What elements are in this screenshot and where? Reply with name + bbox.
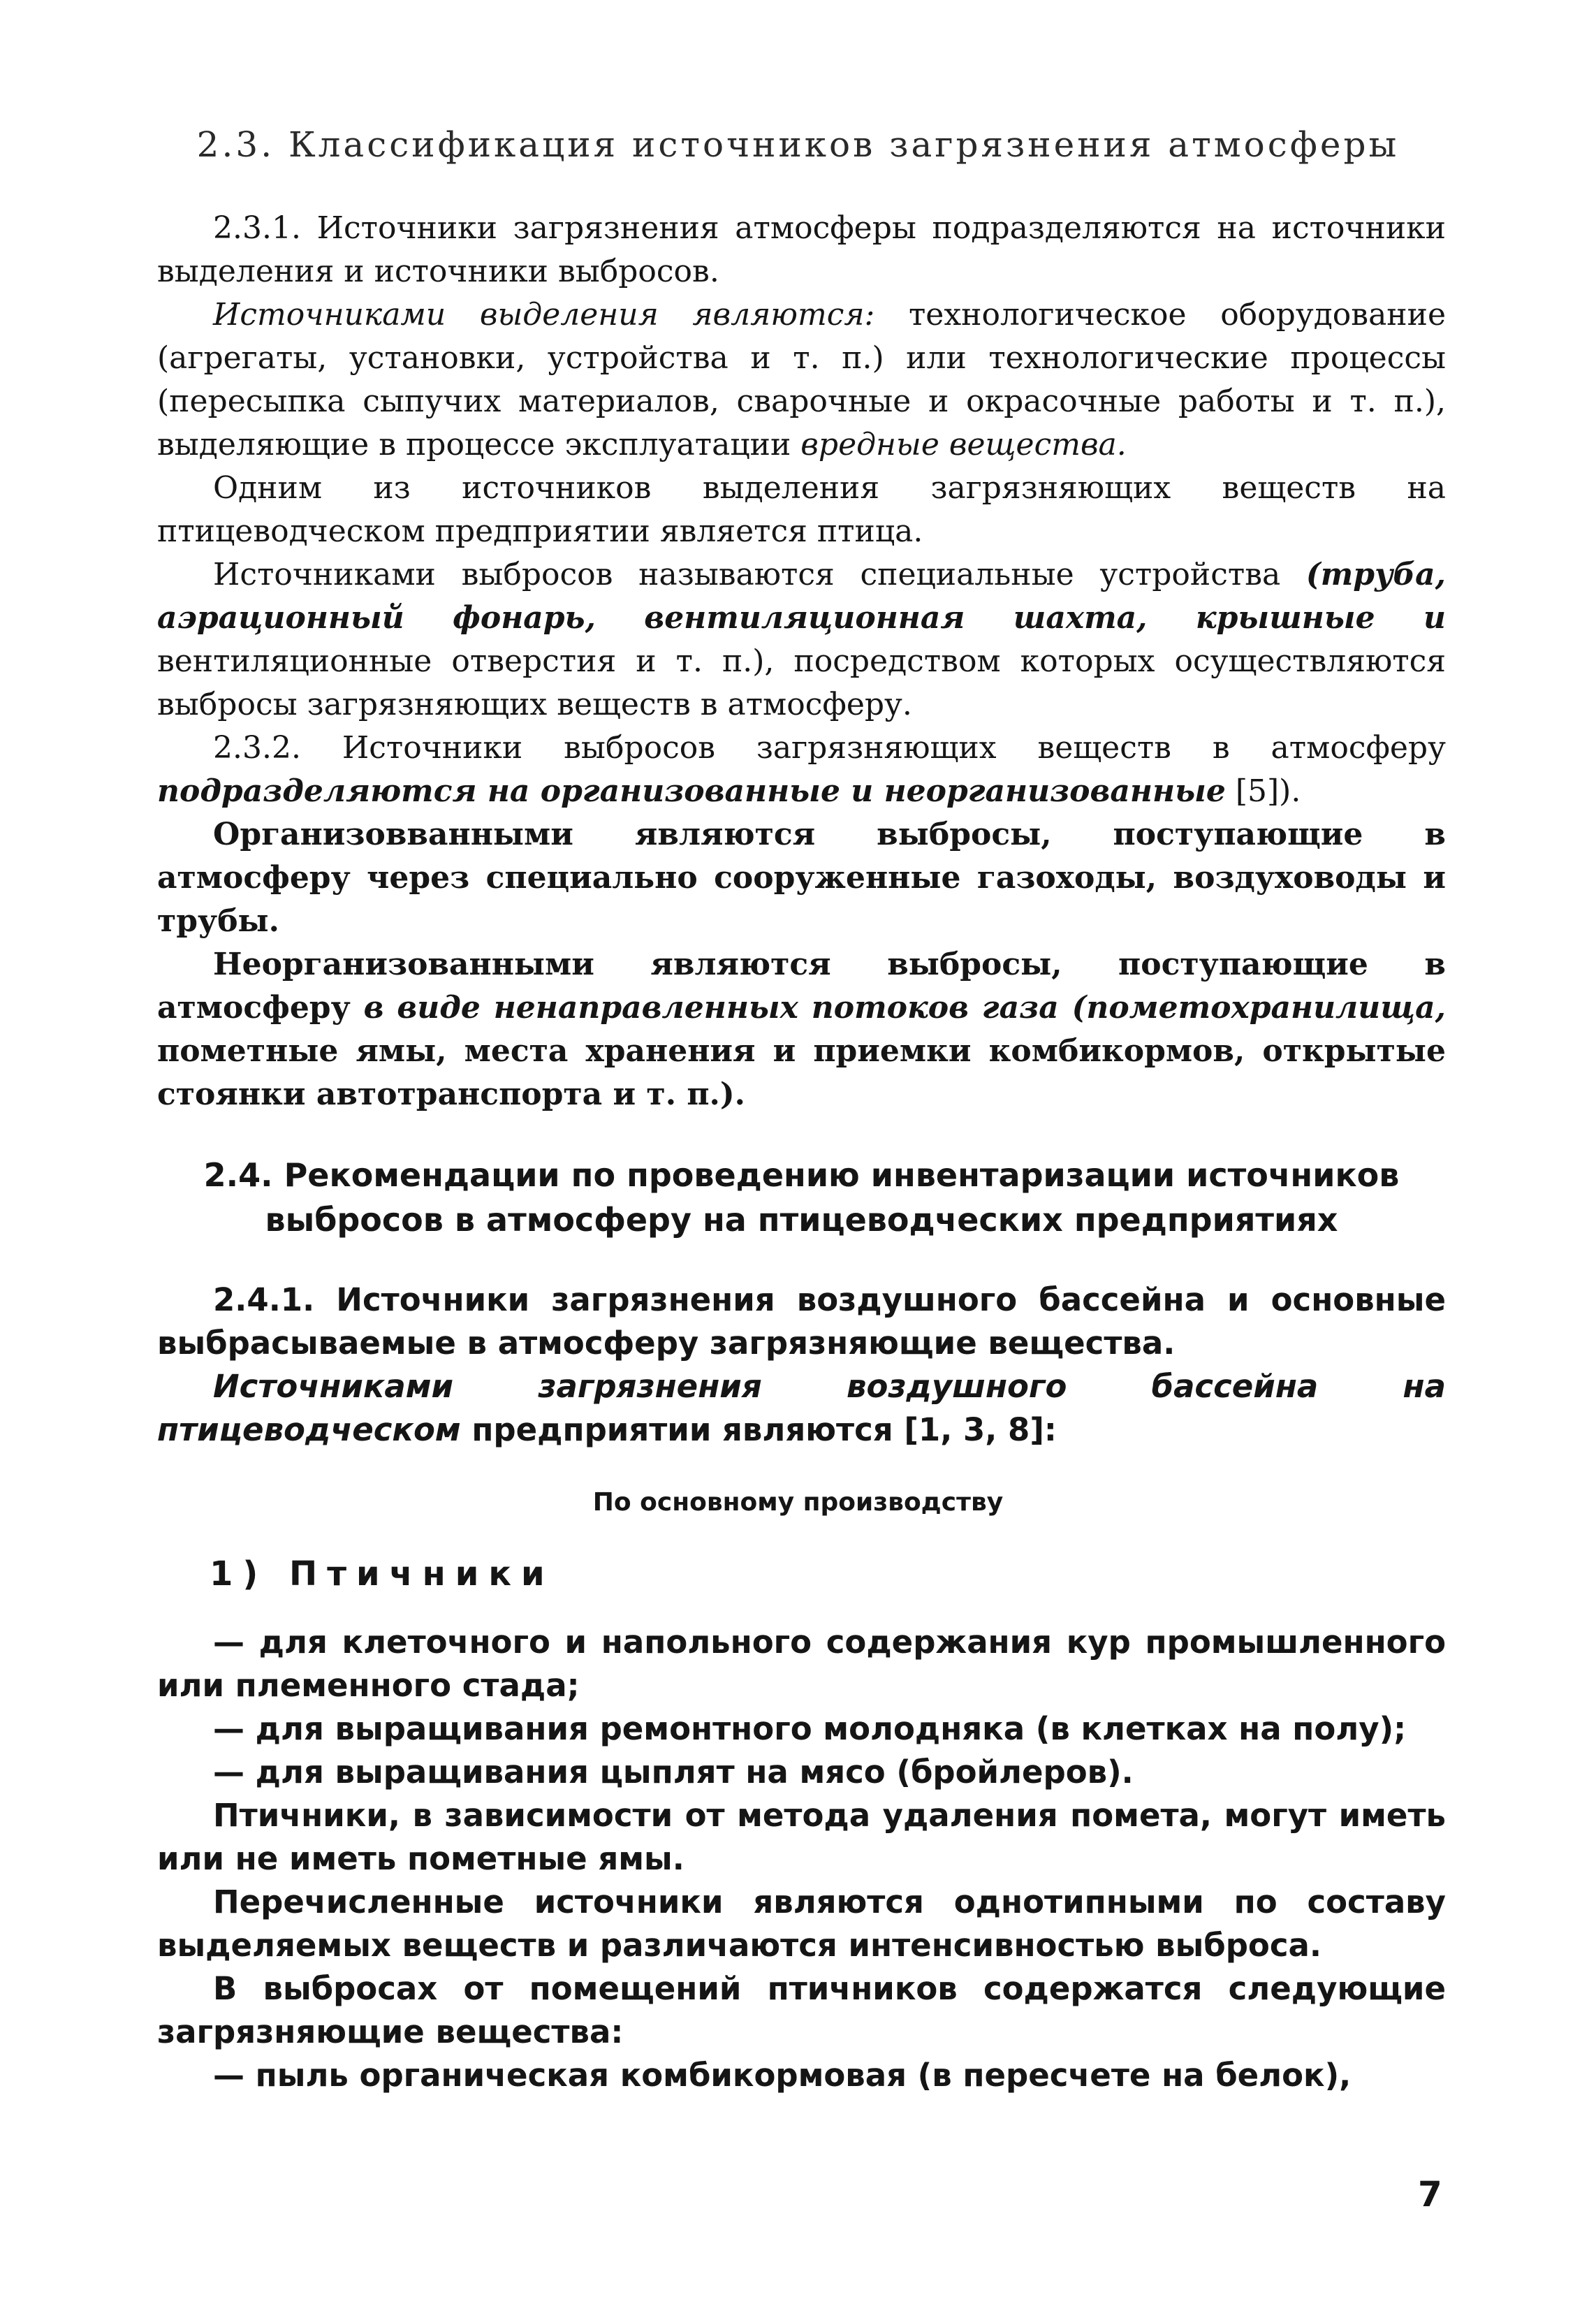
emission-sources-lead: Источниками выбросов называются специальные устройства (213, 557, 1281, 592)
paragraph-2-3-2 (157, 727, 1446, 813)
section-2-3-title: 2.3. Классификация источников загрязнения атмосферы (196, 124, 1400, 165)
item-heading-poultry-houses: 1) Птичники (210, 1554, 555, 1594)
section-2-4-title (157, 1153, 1446, 1242)
paragraph-same-type-sources: Перечисленные источники являются однотипными по составу выделяемых веществ и различаются интенсивностью выброса. (157, 1883, 1446, 1964)
paragraph-bird-source: Одним из источников выделения загрязняющих веществ на птицеводческом предприятии является птица. (157, 470, 1446, 549)
paragraph-2-3-2-lead: 2.3.2. Источники выбросов загрязняющих веществ в атмосферу (213, 730, 1446, 766)
paragraph-2-3-1: 2.3.1. Источники загрязнения атмосферы подразделяются на источники выделения и источники выбросов. (157, 210, 1446, 289)
list-item-broilers: — для выращивания цыплят на мясо (бройлеров). (213, 1754, 1134, 1791)
paragraph-pollutants: В выбросах от помещений птичников содержатся следующие загрязняющие вещества: (157, 1970, 1446, 2050)
unorganized-lead: Неорганизованными являются выбросы, поступающие в атмосферу (157, 947, 1446, 1026)
sources-emission-tail: вредные вещества. (800, 427, 1127, 462)
paragraph-unorganized (157, 943, 1446, 1116)
paragraph-air-sources (157, 1365, 1446, 1452)
paragraph-2-3-2-italic: подразделяются на организованные и неорганизованные (157, 773, 1226, 809)
section-2-4-intro (157, 1278, 1446, 1452)
unorganized-italic: в виде ненаправленных потоков газа (пометохранилища, (363, 990, 1446, 1026)
section-2-3-body (157, 207, 1446, 1116)
paragraph-emission-sources (157, 553, 1446, 727)
emission-sources-examples: (труба, аэрационный фонарь, вентиляционная шахта, крышные и (157, 557, 1446, 636)
unorganized-rest: пометные ямы, места хранения и приемки комбикормов, открытые стоянки автотранспорта и т. п.). (157, 1033, 1446, 1112)
sources-emission-text: технологическое оборудование (агрегаты, установки, устройства и т. п.) или технологические процессы (пересыпка сыпучих материалов, сварочные и окрасочные работы и т. п.), выделяющие в процессе эксплуатации (157, 297, 1446, 462)
term-sources-emission: Источниками выделения являются: (213, 297, 875, 333)
paragraph-organized: Организовванными являются выбросы, поступающие в атмосферу через специально сооруженные газоходы, воздуховоды и трубы. (157, 817, 1446, 939)
subheading-main-production: По основному производству (592, 1488, 1004, 1517)
paragraph-2-4-1: 2.4.1. Источники загрязнения воздушного бассейна и основные выбрасываемые в атмосферу загрязняющие вещества. (157, 1281, 1446, 1362)
air-sources-rest: предприятии являются [1, 3, 8]: (471, 1411, 1057, 1448)
list-item-cage-floor: — для клеточного и напольного содержания кур промышленного или племенного стада; (157, 1624, 1446, 1704)
section-2-4-title-line1: 2.4. Рекомендации по проведению инвентаризации источников (203, 1156, 1400, 1194)
section-2-4-list (157, 1621, 1446, 2097)
air-sources-italic: Источниками загрязнения воздушного бассейна на птицеводческом (157, 1368, 1446, 1448)
list-item-organic-dust: — пыль органическая комбикормовая (в пересчете на белок), (213, 2057, 1352, 2094)
section-2-4-title-line2: выбросов в атмосферу на птицеводческих предприятиях (265, 1201, 1338, 1239)
paragraph-2-3-2-ref: [5]). (1235, 773, 1301, 809)
list-item-young-stock: — для выращивания ремонтного молодняка (в клетках на полу); (213, 1710, 1407, 1747)
emission-sources-rest: вентиляционные отверстия и т. п.), посредством которых осуществляются выбросы загрязняющих веществ в атмосферу. (157, 643, 1446, 722)
paragraph-manure-pits: Птичники, в зависимости от метода удаления помета, могут иметь или не иметь пометные ямы. (157, 1797, 1446, 1877)
page-number: 7 (1418, 2174, 1442, 2215)
paragraph-sources-emission (157, 293, 1446, 467)
